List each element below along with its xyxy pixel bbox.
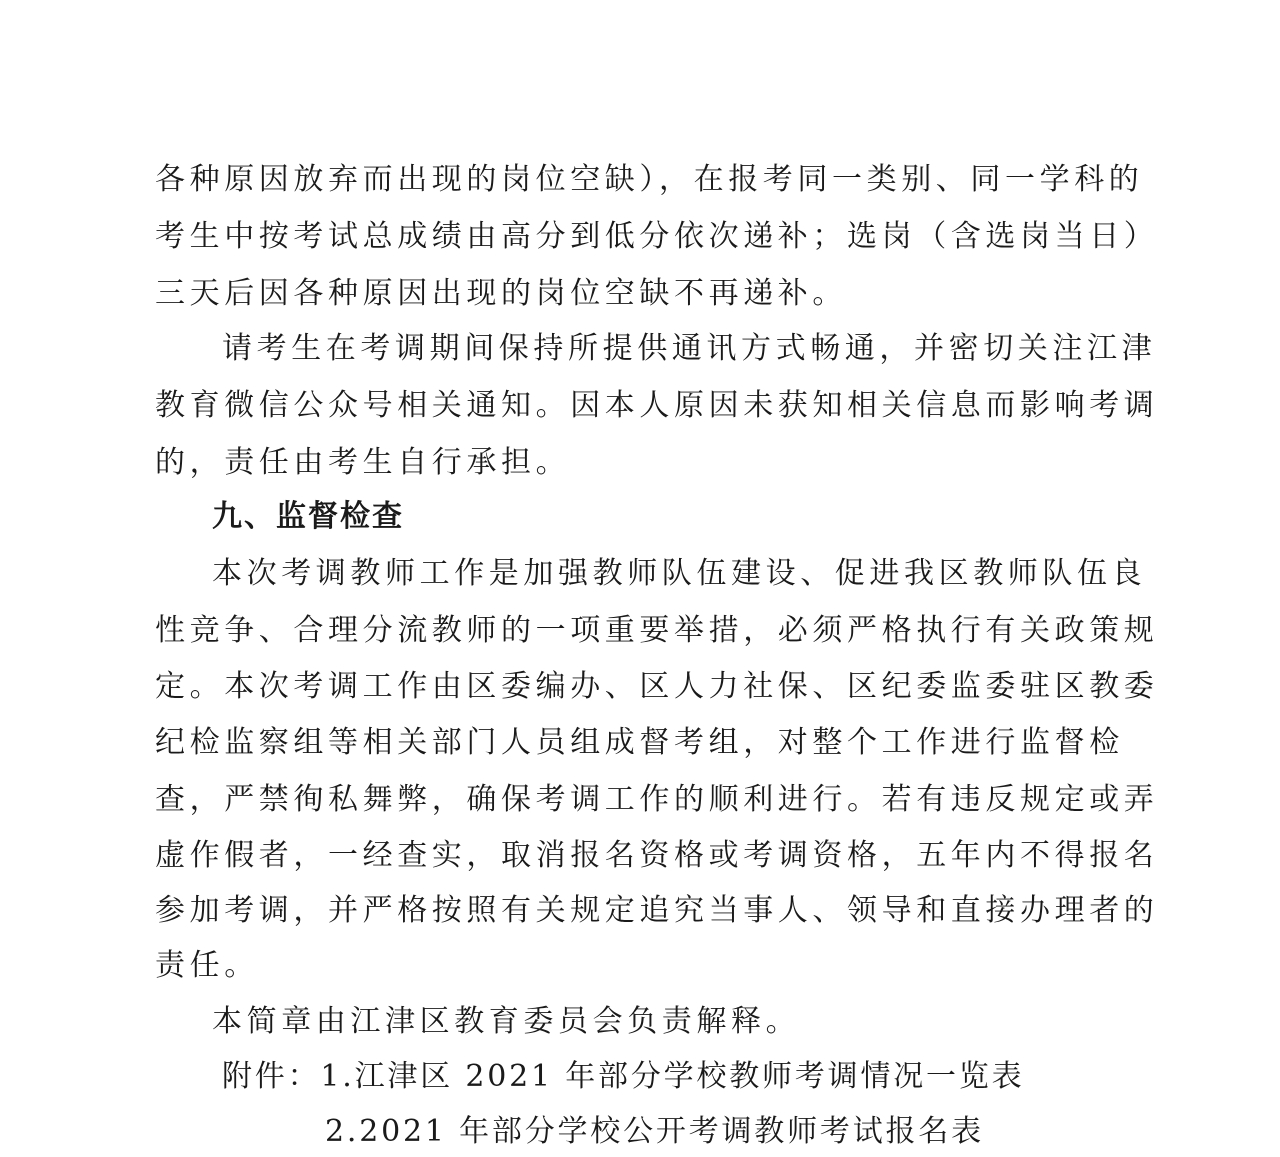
paragraph-line: 参加考调，并严格按照有关规定追究当事人、领导和直接办理者的 bbox=[155, 893, 1159, 928]
paragraph-line: 性竞争、合理分流教师的一项重要举措，必须严格执行有关政策规 bbox=[155, 613, 1159, 648]
paragraph-line: 教育微信公众号相关通知。因本人原因未获知相关信息而影响考调 bbox=[155, 388, 1159, 423]
paragraph-line: 的，责任由考生自行承担。 bbox=[155, 445, 571, 480]
paragraph-line: 纪检监察组等相关部门人员组成督考组，对整个工作进行监督检 bbox=[155, 725, 1124, 760]
paragraph-line: 责任。 bbox=[155, 948, 259, 983]
attachment-line: 2.2021 年部分学校公开考调教师考试报名表 bbox=[325, 1114, 984, 1149]
paragraph-line: 查，严禁徇私舞弊，确保考调工作的顺利进行。若有违反规定或弄 bbox=[155, 782, 1159, 817]
paragraph-line: 考生中按考试总成绩由高分到低分依次递补；选岗（含选岗当日） bbox=[155, 219, 1159, 254]
section-heading: 九、监督检查 bbox=[212, 499, 404, 534]
attachment-line: 附件：1.江津区 2021 年部分学校教师考调情况一览表 bbox=[222, 1059, 1025, 1094]
paragraph-line: 请考生在考调期间保持所提供通讯方式畅通，并密切关注江津 bbox=[222, 331, 1157, 366]
paragraph-line: 本次考调教师工作是加强教师队伍建设、促进我区教师队伍良 bbox=[212, 556, 1147, 591]
paragraph-line: 虚作假者，一经查实，取消报名资格或考调资格，五年内不得报名 bbox=[155, 838, 1159, 873]
paragraph-line: 本简章由江津区教育委员会负责解释。 bbox=[212, 1004, 801, 1039]
paragraph-line: 三天后因各种原因出现的岗位空缺不再递补。 bbox=[155, 276, 847, 311]
paragraph-line: 定。本次考调工作由区委编办、区人力社保、区纪委监委驻区教委 bbox=[155, 669, 1159, 704]
paragraph-line: 各种原因放弃而出现的岗位空缺），在报考同一类别、同一学科的 bbox=[155, 162, 1144, 197]
